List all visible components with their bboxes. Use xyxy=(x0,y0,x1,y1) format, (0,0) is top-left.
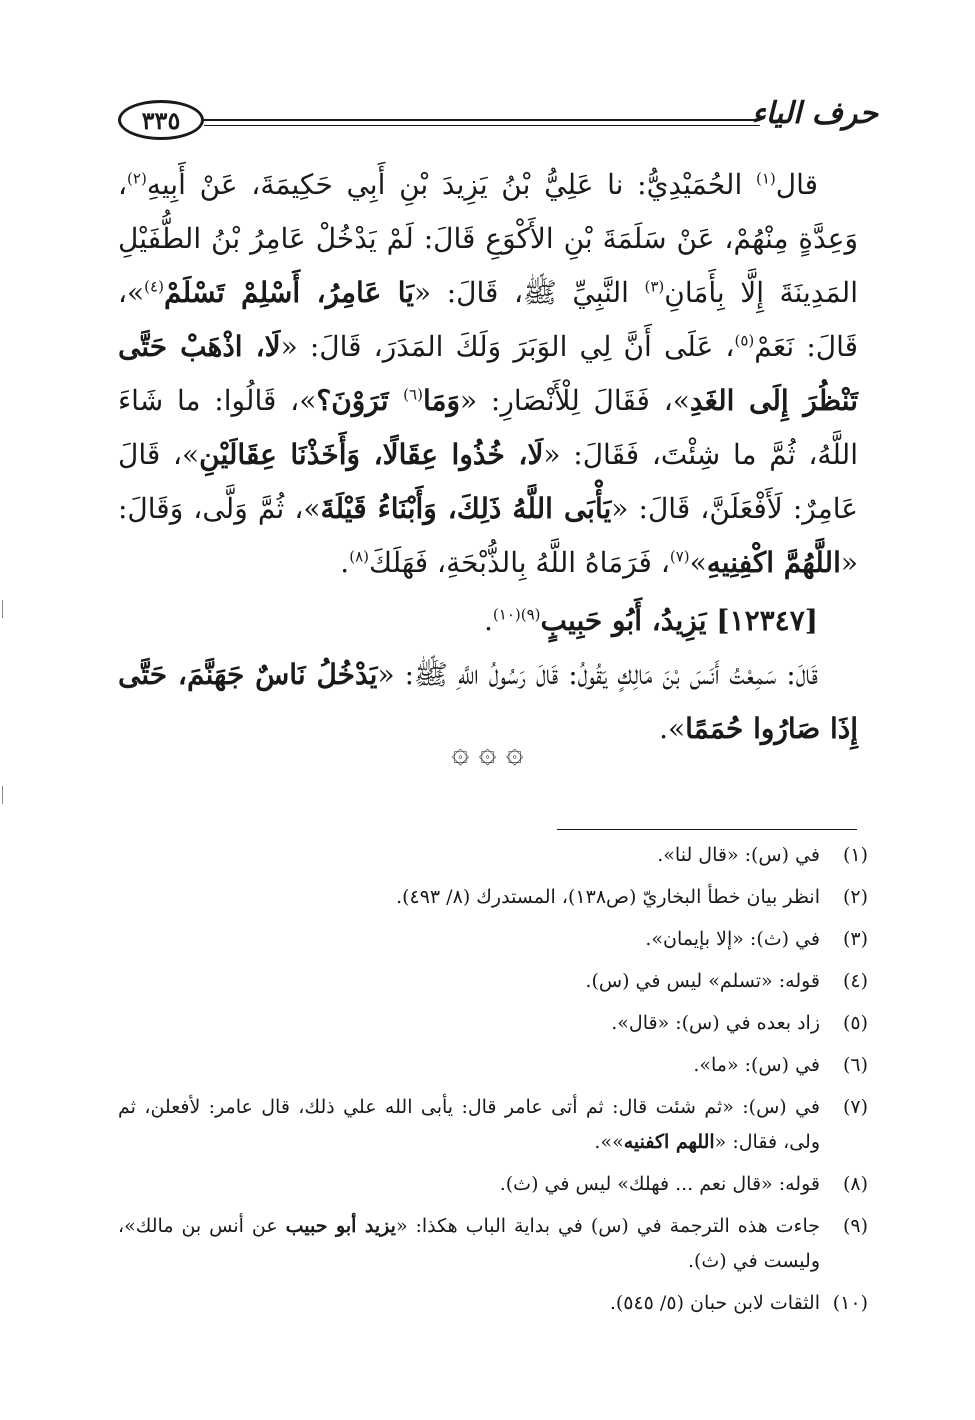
footnote-ref[interactable]: (٦) xyxy=(403,385,423,404)
footnote-ref[interactable]: (٣) xyxy=(644,277,665,296)
footnote-number: (١) xyxy=(842,844,868,866)
footnote-number: (٩) xyxy=(842,1215,868,1237)
footnote-item xyxy=(118,838,868,873)
prophetic-speech: تَرَوْنَ؟ xyxy=(316,384,404,417)
text-segment: النَّبِيِّ ﷺ، قَالَ: « xyxy=(414,276,645,309)
footnote-text: قوله: «قال نعم ... فهلك» ليس في (ث). xyxy=(499,1173,820,1195)
text-segment: »، ثُمَّ وَلَّى، وَقَالَ: « xyxy=(118,492,858,579)
footnote-text: زاد بعده في (س): «قال». xyxy=(611,1012,820,1034)
footnote-ref[interactable]: (٧) xyxy=(669,547,690,566)
page-number: ٣٣٥ xyxy=(118,100,204,140)
footnote-number: (٧) xyxy=(842,1096,868,1118)
prophetic-speech: لَا، اذْهَبْ حَتَّى تَنْظُرَ إِلَى الغَدِ xyxy=(118,330,858,417)
text-segment: ، فَرَمَاهُ اللَّهُ بِالذُّبْحَةِ، فَهَلَكَ xyxy=(368,546,670,579)
text-segment: ». xyxy=(659,712,686,745)
text-segment: عن أنس بن مالك»، وليست في (ث). xyxy=(118,1215,820,1272)
footnote-number: (١٠) xyxy=(832,1292,868,1314)
prophetic-speech: يَأْبَى اللَّهُ ذَلِكَ، وَأَبْنَاءُ قَيْلَةَ xyxy=(320,492,612,525)
footnote-text: في (ث): «إلا بإيمان». xyxy=(645,928,820,950)
footnotes xyxy=(118,838,868,1328)
text-segment: قال xyxy=(775,168,818,201)
footnote-item xyxy=(118,880,868,915)
entry-name: يَزِيدُ، أَبُو حَبِيبٍ xyxy=(540,604,717,637)
prophetic-speech: لَا، خُذُوا عِقَالًا، وَأَخَذْنَا عِقَالَيْنِ xyxy=(199,438,544,471)
footnote-item xyxy=(118,1209,868,1279)
text-segment: يزيد أبو حبيب xyxy=(285,1215,396,1237)
prophetic-speech: اللَّهُمَّ اكْفِنِيهِ xyxy=(706,546,841,579)
footnote-ref[interactable]: (٥) xyxy=(734,331,755,350)
entry-number: [١٢٣٤٧] xyxy=(716,604,818,637)
footnote-ref[interactable]: (٨) xyxy=(349,547,369,566)
text-segment: . xyxy=(340,546,350,579)
footnote-text: انظر بيان خطأ البخاريّ (ص١٣٨)، المستدرك (٨/ ٤٩٣). xyxy=(396,886,820,908)
footnote-separator xyxy=(557,829,857,830)
text-segment: ، عَلَى أَنَّ لِي الوَبَرَ وَلَكَ المَدَرَ، قَالَ: « xyxy=(280,330,735,363)
footnote-number: (٦) xyxy=(842,1054,868,1076)
text-segment: في (س): «ثم شئت قال: ثم أتى عامر قال: يأبى الله علي ذلك، قال عامر: لأفعلن، ثم ولى، فقال: « xyxy=(118,1096,820,1153)
text-segment: الحُمَيْدِيُّ: نا عَلِيُّ بْنُ يَزِيدَ بْنِ أَبِي حَكِيمَةَ، عَنْ أَبِيهِ xyxy=(146,168,756,201)
footnote-number: (٢) xyxy=(842,886,868,908)
footnote-item xyxy=(118,1286,868,1321)
footnote-number: (٤) xyxy=(842,970,868,992)
section-ornaments: ۞ ۞ ۞ xyxy=(451,735,524,770)
section-title: حرف الياء xyxy=(751,96,878,131)
footnote-ref[interactable]: (١) xyxy=(755,169,776,188)
footnote-ref[interactable]: (٤) xyxy=(144,277,164,296)
footnote-number: (٥) xyxy=(842,1012,868,1034)
text-segment: »». xyxy=(594,1131,624,1153)
scan-margin-mark xyxy=(2,600,3,618)
entry-heading xyxy=(118,594,858,648)
footnote-item xyxy=(118,1006,868,1041)
text-segment: ، وَعِدَّةٍ مِنْهُمْ، عَنْ سَلَمَةَ بْنِ الأَكْوَعِ قَالَ: لَمْ يَدْخُلْ عَامِرُ بْنُ الطُّفَيْلِ المَدِينَةَ إِلَّا بِأَمَانِ xyxy=(118,168,858,309)
main-text xyxy=(118,158,858,756)
text-segment: اللهم اكفنيه xyxy=(623,1131,715,1153)
text-segment: جاءت هذه الترجمة في (س) في بداية الباب هكذا: « xyxy=(395,1215,821,1237)
text-segment: » xyxy=(689,546,707,579)
text-segment: »، قَالَ عَامِرٌ: لَأَفْعَلَنَّ، قَالَ: « xyxy=(118,438,858,525)
text-segment: »، فَقَالَ لِلْأَنْصَارِ: « xyxy=(460,384,690,417)
footnote-item xyxy=(118,964,868,999)
prophetic-speech: يَدْخُلُ نَاسٌ جَهَنَّمَ، حَتَّى إِذَا صَارُوا حُمَمًا xyxy=(118,658,858,745)
footnote-ref[interactable]: (٩)(١٠) xyxy=(492,605,541,624)
prophetic-speech: وَمَا xyxy=(422,384,461,417)
footnote-item xyxy=(118,922,868,957)
footnote-text: الثقات لابن حبان (٥/ ٥٤٥). xyxy=(609,1292,820,1314)
footnote-text xyxy=(118,1090,820,1160)
footnote-text xyxy=(118,1209,820,1279)
footnote-text: في (س): «ما». xyxy=(693,1054,820,1076)
header-rule-thin xyxy=(204,125,760,126)
text-segment: قَالَ: سَمِعْتُ أَنَسَ بْنَ مَالِكٍ يَقُولُ: قَالَ رَسُولُ اللَّهِ ﷺ: « xyxy=(377,658,818,691)
footnote-text: في (س): «قال لنا». xyxy=(657,844,820,866)
footnote-item xyxy=(118,1090,868,1160)
header-rule xyxy=(204,119,760,121)
footnote-number: (٣) xyxy=(842,928,868,950)
footnote-item xyxy=(118,1048,868,1083)
footnote-ref[interactable]: (٢) xyxy=(127,169,147,188)
footnote-text: قوله: «تسلم» ليس في (س). xyxy=(585,970,820,992)
text-segment: »، قَالُوا: ما شَاءَ اللَّهُ، ثُمَّ ما شِئْتَ، فَقَالَ: « xyxy=(118,384,858,471)
footnote-item xyxy=(118,1167,868,1202)
text-segment: »، قَالَ: نَعَمْ xyxy=(118,276,859,363)
page-header xyxy=(118,88,878,148)
scan-margin-mark xyxy=(2,786,3,804)
text-segment: . xyxy=(484,604,493,637)
hadith-paragraph xyxy=(118,158,858,590)
footnote-number: (٨) xyxy=(842,1173,868,1195)
prophetic-speech: يَا عَامِرُ، أَسْلِمْ تَسْلَمْ xyxy=(163,276,415,309)
